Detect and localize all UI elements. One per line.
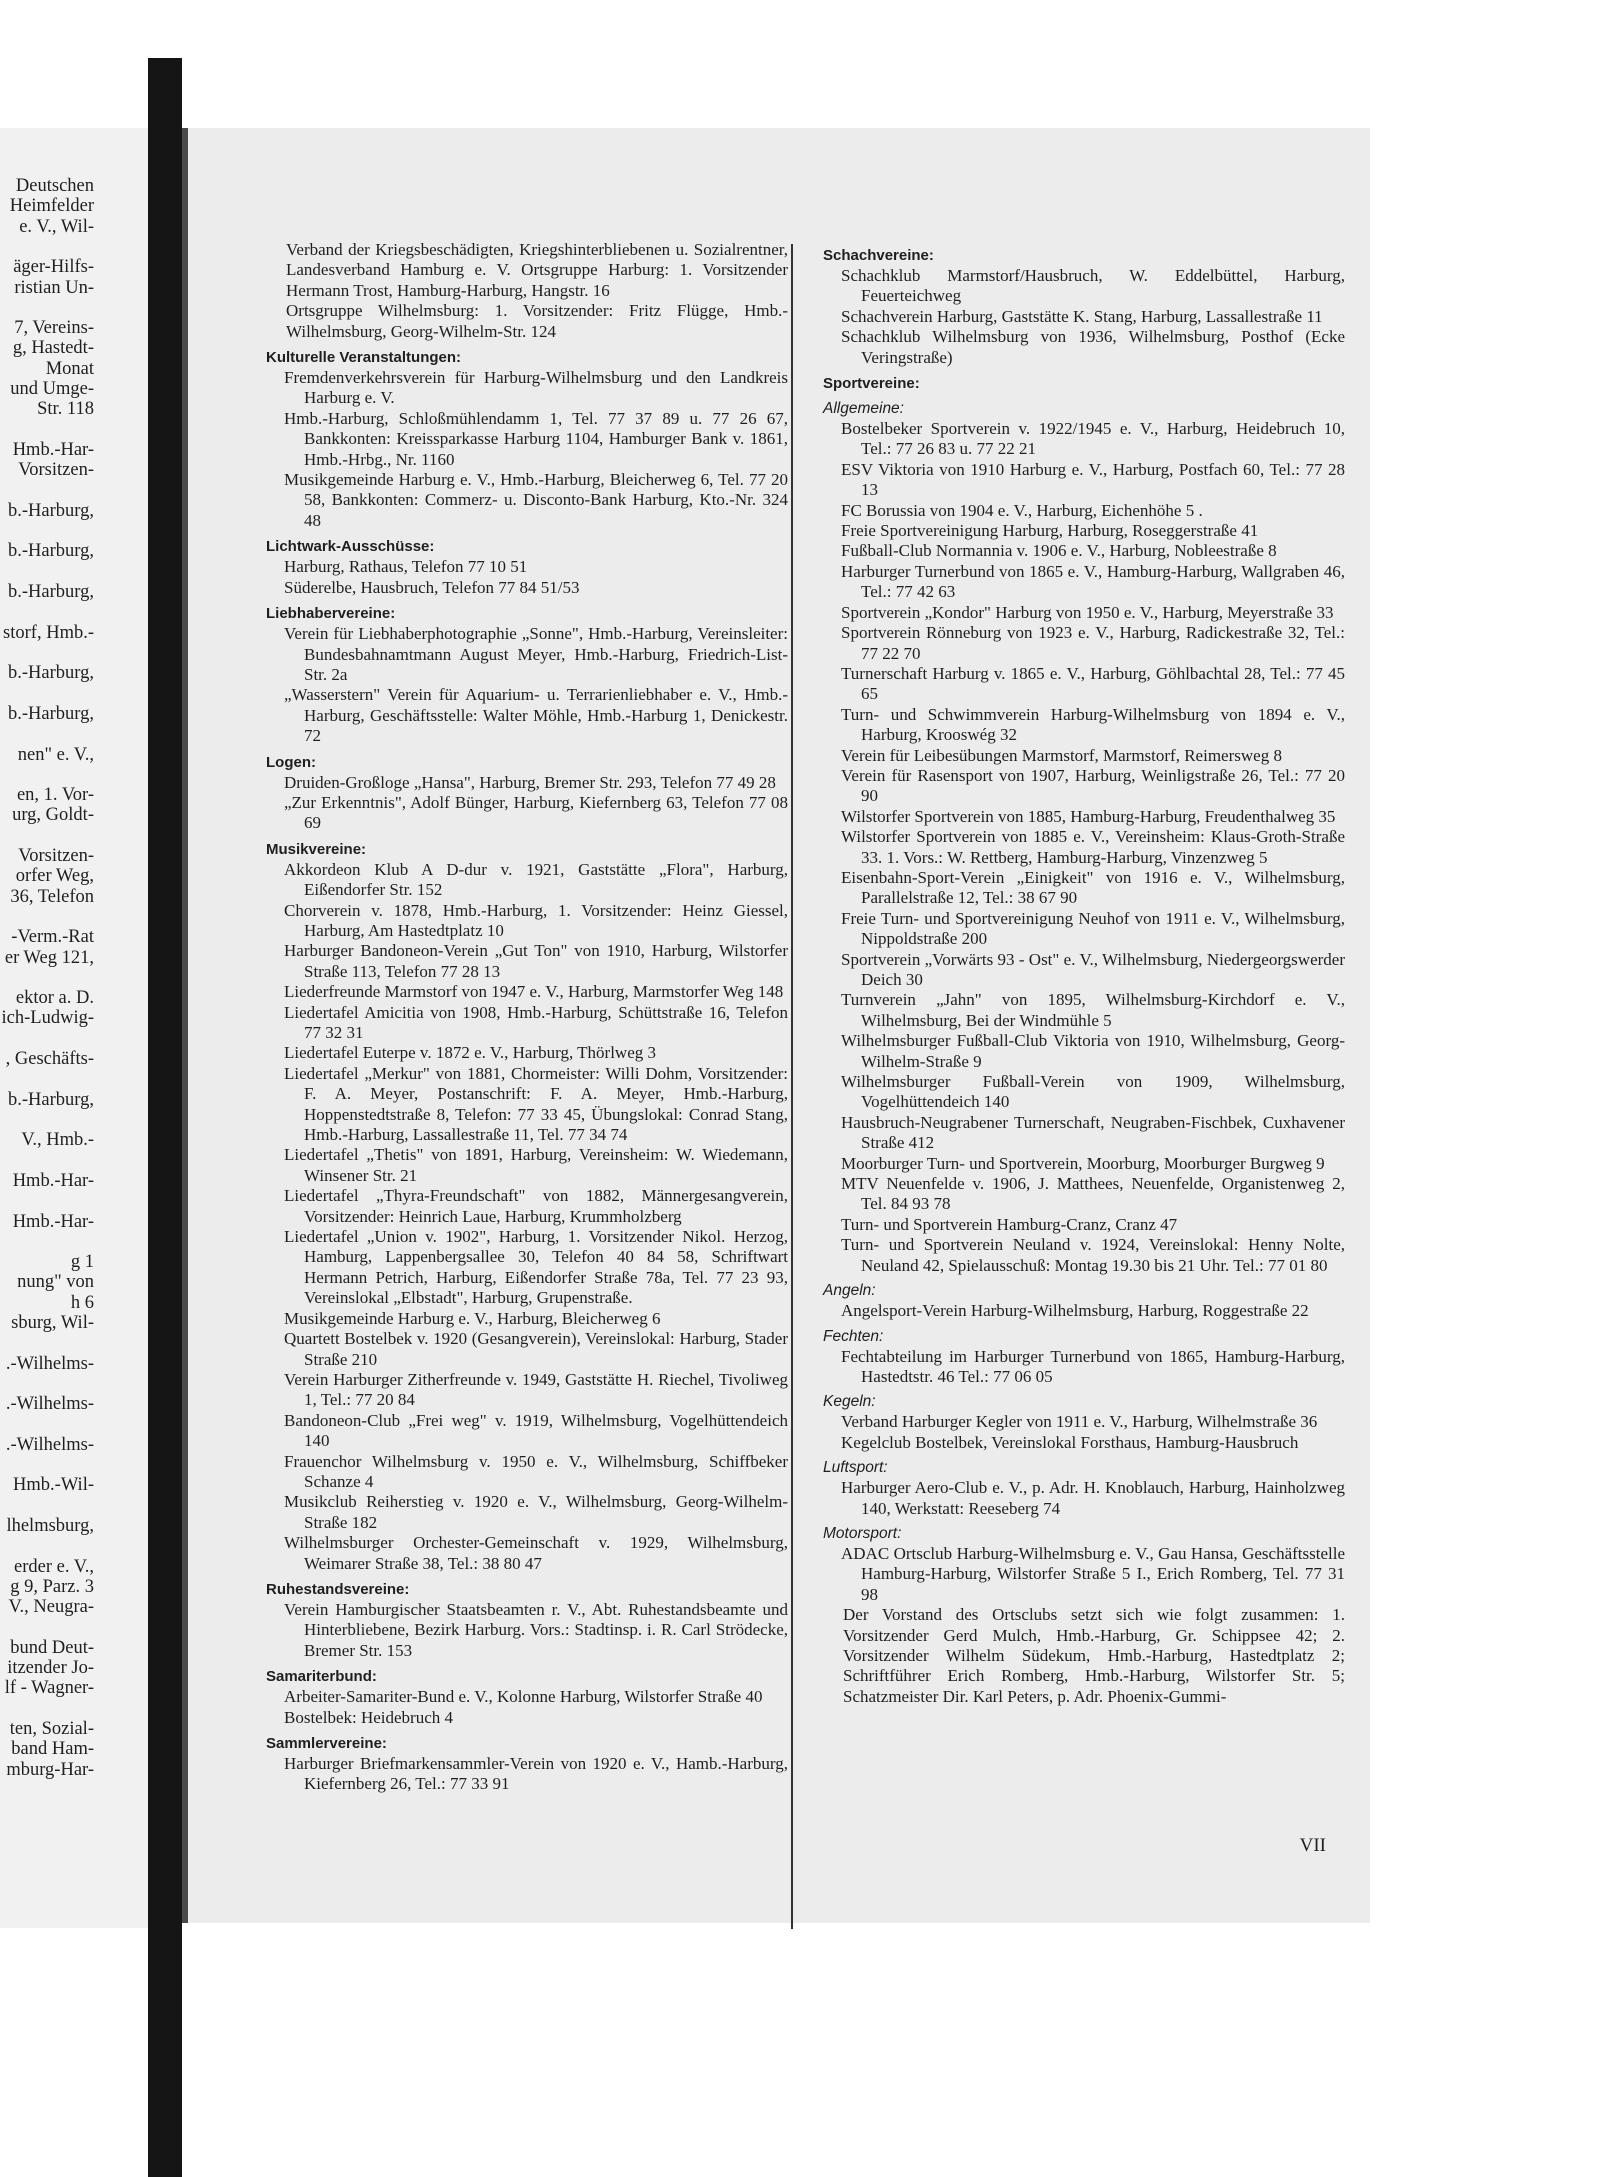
prev-page-line: b.-Harburg, <box>8 1089 94 1110</box>
directory-entry: Liedertafel „Thyra-Freundschaft" von 1882, Männergesangverein, Vorsitzender: Heinrich Laue, Harburg, Krummholzberg <box>284 1186 788 1226</box>
subsection-heading: Angeln: <box>823 1282 876 1300</box>
prev-page-line: ektor a. D. <box>15 988 94 1009</box>
directory-entry: Akkordeon Klub A D-dur v. 1921, Gaststätte „Flora", Harburg, Eißendorfer Str. 152 <box>284 859 788 900</box>
directory-entry: Verein für Leibesübungen Marmstorf, Marmstorf, Reimersweg 8 <box>841 745 1282 765</box>
directory-entry: „Wasserstern" Verein für Aquarium- u. Terrarienliebhaber e. V., Hmb.-Harburg, Geschäftsstelle: Walter Möhle, Hmb.-Harburg 1, Denickestr. 72 <box>284 685 788 746</box>
subsection-heading: Fechten: <box>823 1327 884 1345</box>
directory-entry: Freie Turn- und Sportvereinigung Neuhof von 1911 e. V., Wilhelmsburg, Nippoldstraße 200 <box>841 908 1345 949</box>
previous-page-fragment <box>0 128 160 1928</box>
directory-entry: Bandoneon-Club „Frei weg" v. 1919, Wilhelmsburg, Vogelhüttendeich 140 <box>284 1410 788 1451</box>
subsection-heading: Kegeln: <box>823 1393 876 1411</box>
directory-entry: Fechtabteilung im Harburger Turnerbund von 1865, Hamburg-Harburg, Hastedtstr. 46 Tel.: 77 06 05 <box>841 1346 1345 1386</box>
directory-entry: Musikclub Reiherstieg v. 1920 e. V., Wilhelmsburg, Georg-Wilhelm-Straße 182 <box>284 1492 788 1532</box>
directory-entry: Fremdenverkehrsverein für Harburg-Wilhelmsburg und den Landkreis Harburg e. V. <box>284 368 788 408</box>
prev-page-line: b.-Harburg, <box>8 703 94 724</box>
directory-entry: Chorverein v. 1878, Hmb.-Harburg, 1. Vorsitzender: Heinz Giessel, Harburg, Am Hastedtplatz 10 <box>284 900 788 940</box>
directory-entry: Eisenbahn-Sport-Verein „Einigkeit" von 1916 e. V., Wilhelmsburg, Parallelstraße 12, Tel.: 38 67 90 <box>841 867 1345 908</box>
directory-entry: Schachklub Wilhelmsburg von 1936, Wilhelmsburg, Posthof (Ecke Veringstraße) <box>841 327 1345 367</box>
directory-entry: Verein Harburger Zitherfreunde v. 1949, Gaststätte H. Riechel, Tivoliweg 1, Tel.: 77 20 84 <box>284 1369 788 1410</box>
prev-page-line: Vorsitzen- <box>18 460 94 481</box>
prev-page-line: V., Neugra- <box>8 1597 94 1618</box>
prev-page-line: .-Wilhelms- <box>5 1434 94 1455</box>
directory-entry: Freie Sportvereinigung Harburg, Harburg, Roseggerstraße 41 <box>841 521 1259 541</box>
prev-page-line: b.-Harburg, <box>8 541 94 562</box>
directory-entry: Sportverein Rönneburg von 1923 e. V., Harburg, Radickestraße 32, Tel.: 77 22 70 <box>841 623 1345 663</box>
directory-entry: Turn- und Sportverein Neuland v. 1924, Vereinslokal: Henny Nolte, Neuland 42, Spielausschuß: Montag 19.30 bis 21 Uhr. Tel.: 77 01 80 <box>841 1235 1345 1275</box>
directory-entry: Sportverein „Vorwärts 93 - Ost" e. V., Wilhelmsburg, Niedergeorgswerder Deich 30 <box>841 949 1345 989</box>
right-column <box>823 240 1345 1707</box>
directory-entry: Verein für Liebhaberphotographie „Sonne", Hmb.-Harburg, Vereinsleiter: Bundesbahnamtmann August Meyer, Hmb.-Harburg, Friedrich-List-Str. 2a <box>284 624 788 684</box>
prev-page-line: g, Hastedt- <box>12 338 94 359</box>
subsection-heading: Luftsport: <box>823 1459 888 1477</box>
prev-page-line: Hmb.-Har- <box>12 1170 94 1191</box>
prev-page-line: , Geschäfts- <box>5 1049 94 1070</box>
directory-entry: Arbeiter-Samariter-Bund e. V., Kolonne Harburg, Wilstorfer Straße 40 <box>284 1687 763 1707</box>
prev-page-line: urg, Goldt- <box>12 805 94 826</box>
directory-entry: Turnerschaft Harburg v. 1865 e. V., Harburg, Göhlbachtal 28, Tel.: 77 45 65 <box>841 663 1345 704</box>
prev-page-line: e. V., Wil- <box>19 216 94 237</box>
prev-page-line: nen" e. V., <box>17 744 94 765</box>
section-heading: Lichtwark-Ausschüsse: <box>266 538 435 556</box>
directory-entry: MTV Neuenfelde v. 1906, J. Matthees, Neuenfelde, Organistenweg 2, Tel. 84 93 78 <box>841 1174 1345 1214</box>
directory-entry: Wilhelmsburger Fußball-Verein von 1909, Wilhelmsburg, Vogelhüttendeich 140 <box>841 1072 1345 1112</box>
directory-entry: Wilstorfer Sportverein von 1885 e. V., Vereinsheim: Klaus-Groth-Straße 33. 1. Vors.: W. Rettberg, Hamburg-Harburg, Vinzenzweg 5 <box>841 827 1345 867</box>
prev-page-line: Hmb.-Har- <box>12 1211 94 1232</box>
prev-page-line: mburg-Har- <box>6 1759 94 1780</box>
prev-page-line: b.-Harburg, <box>8 582 94 603</box>
section-heading: Sportvereine: <box>823 375 920 393</box>
prev-page-line: lf - Wagner- <box>4 1678 94 1699</box>
subsection-heading: Allgemeine: <box>823 400 904 418</box>
prev-page-line: itzender Jo- <box>7 1658 94 1679</box>
left-column <box>266 240 788 1795</box>
prev-page-line: Deutschen <box>15 176 94 196</box>
prev-page-line: äger-Hilfs- <box>13 257 94 278</box>
directory-entry: Bostelbek: Heidebruch 4 <box>284 1707 454 1727</box>
directory-entry: Süderelbe, Hausbruch, Telefon 77 84 51/53 <box>284 577 580 597</box>
prev-page-line: orfer Weg, <box>15 866 94 887</box>
prev-page-line: band Ham- <box>11 1739 94 1760</box>
prev-page-line: g 9, Parz. 3 <box>10 1576 94 1597</box>
section-heading: Schachvereine: <box>823 247 934 264</box>
directory-entry: Harburger Aero-Club e. V., p. Adr. H. Knoblauch, Harburg, Hainholzweg 140, Werkstatt: Reeseberg 74 <box>841 1478 1345 1518</box>
directory-entry: Harburger Briefmarkensammler-Verein von 1920 e. V., Hamb.-Harburg, Kiefernberg 26, Tel.: 77 33 91 <box>284 1754 788 1794</box>
prev-page-line: b.-Harburg, <box>8 663 94 684</box>
section-heading: Liebhabervereine: <box>266 605 396 623</box>
prev-page-line: und Umge- <box>10 379 94 400</box>
prev-page-line: ich-Ludwig- <box>1 1008 94 1029</box>
directory-entry: Hausbruch-Neugrabener Turnerschaft, Neugraben-Fischbek, Cuxhavener Straße 412 <box>841 1112 1345 1153</box>
directory-entry: Quartett Bostelbek v. 1920 (Gesangverein), Vereinslokal: Harburg, Stader Straße 210 <box>284 1329 788 1369</box>
section-heading: Kulturelle Veranstaltungen: <box>266 349 462 367</box>
prev-page-line: Monat <box>45 358 94 379</box>
prev-page-line: Hmb.-Wil- <box>13 1475 94 1496</box>
prev-page-line: Heimfelder <box>9 196 94 217</box>
section-heading: Samariterbund: <box>266 1668 377 1686</box>
prev-page-line: Hmb.-Har- <box>12 439 94 460</box>
directory-entry: Kegelclub Bostelbek, Vereinslokal Forsthaus, Hamburg-Hausbruch <box>841 1432 1299 1452</box>
directory-entry: Verein für Rasensport von 1907, Harburg, Weinligstraße 26, Tel.: 77 20 90 <box>841 765 1345 806</box>
prev-page-line: h 6 <box>70 1292 94 1313</box>
directory-entry: Bostelbeker Sportverein v. 1922/1945 e. V., Harburg, Heidebruch 10, Tel.: 77 26 83 u. 77 22 21 <box>841 419 1345 459</box>
directory-entry: Liederfreunde Marmstorf von 1947 e. V., Harburg, Marmstorfer Weg 148 <box>284 982 784 1002</box>
continuation-text: Ortsgruppe Wilhelmsburg: 1. Vorsitzender: Fritz Flügge, Hmb.-Wilhelmsburg, Georg-Wilhelm-Str. 124 <box>286 301 788 341</box>
prev-page-line: V., Hmb.- <box>21 1130 94 1151</box>
prev-page-line: bund Deut- <box>10 1637 94 1658</box>
directory-entry: Wilhelmsburger Fußball-Club Viktoria von 1910, Wilhelmsburg, Georg-Wilhelm-Straße 9 <box>841 1031 1345 1071</box>
section-heading: Sammlervereine: <box>266 1735 387 1752</box>
prev-page-line: ten, Sozial- <box>9 1719 94 1740</box>
prev-page-line: Vorsitzen- <box>18 846 94 867</box>
prev-page-line: -Verm.-Rat <box>11 927 94 948</box>
directory-entry: Sportverein „Kondor" Harburg von 1950 e. V., Harburg, Meyerstraße 33 <box>841 602 1334 622</box>
prev-page-line: ristian Un- <box>14 277 94 298</box>
directory-entry: Verein Hamburgischer Staatsbeamten r. V., Abt. Ruhestandsbeamte und Hinterbliebene, Bezirk Harburg. Vors.: Stadtinsp. i. R. Carl Strödecke, Bremer Str. 153 <box>284 1599 788 1660</box>
prev-page-line: g 1 <box>70 1252 94 1273</box>
prev-page-line: 36, Telefon <box>10 886 94 907</box>
directory-entry: Angelsport-Verein Harburg-Wilhelmsburg, Harburg, Roggestraße 22 <box>841 1301 1309 1321</box>
directory-entry: Turn- und Sportverein Hamburg-Cranz, Cranz 47 <box>841 1214 1178 1234</box>
prev-page-line: er Weg 121, <box>4 947 94 968</box>
directory-entry: FC Borussia von 1904 e. V., Harburg, Eichenhöhe 5 . <box>841 500 1203 520</box>
section-heading: Musikvereine: <box>266 840 367 858</box>
book-binding <box>148 58 182 2177</box>
directory-entry: Harburger Turnerbund von 1865 e. V., Hamburg-Harburg, Wallgraben 46, Tel.: 77 42 63 <box>841 561 1345 602</box>
directory-entry: Liedertafel „Union v. 1902", Harburg, 1. Vorsitzender Nikol. Herzog, Hamburg, Lappenbergsallee 30, Telefon 40 84 58, Schriftwart Hermann Petrich, Harburg, Eißendorfer Straße 78a, Tel. 77 23 93, Vereinslokal „Elbstadt", Harburg, Grupenstraße. <box>284 1227 788 1308</box>
directory-entry: Turnverein „Jahn" von 1895, Wilhelmsburg-Kirchdorf e. V., Wilhelmsburg, Bei der Windmühle 5 <box>841 990 1345 1030</box>
document-page <box>188 128 1370 1923</box>
prev-page-line: nung" von <box>17 1272 94 1293</box>
directory-entry: Schachklub Marmstorf/Hausbruch, W. Eddelbüttel, Harburg, Feuerteichweg <box>841 266 1345 306</box>
column-divider <box>791 244 793 1929</box>
directory-entry: Harburger Bandoneon-Verein „Gut Ton" von 1910, Harburg, Wilstorfer Straße 113, Telefon 77 28 13 <box>284 941 788 981</box>
prev-page-line: b.-Harburg, <box>8 500 94 521</box>
directory-entry: Fußball-Club Normannia v. 1906 e. V., Harburg, Nobleestraße 8 <box>841 541 1277 561</box>
directory-entry: Liedertafel Euterpe v. 1872 e. V., Harburg, Thörlweg 3 <box>284 1043 657 1063</box>
directory-entry: Musikgemeinde Harburg e. V., Harburg, Bleicherweg 6 <box>284 1308 661 1328</box>
page-number: VII <box>1299 1835 1326 1856</box>
prev-page-line: erder e. V., <box>14 1556 94 1577</box>
prev-page-line: storf, Hmb.- <box>3 622 94 643</box>
directory-entry: „Zur Erkenntnis", Adolf Bünger, Harburg, Kiefernberg 63, Telefon 77 08 69 <box>284 792 788 833</box>
prev-page-line: Str. 118 <box>37 399 94 420</box>
directory-entry: Hmb.-Harburg, Schloßmühlendamm 1, Tel. 77 37 89 u. 77 26 67, Bankkonten: Kreissparkasse Harburg 1104, Hamburger Bank v. 1861, Hmb.-Hrbg., Nr. 1160 <box>284 408 788 469</box>
continuation-text: Der Vorstand des Ortsclubs setzt sich wie folgt zusammen: 1. Vorsitzender Gerd Mulch, Hmb.-Harburg, Gr. Schippsee 42; 2. Vorsitzender Wilhelm Südekum, Hmb.-Harburg, Hastedtplatz 2; Schriftführer Erich Romberg, Hmb.-Harburg, Wilstorfer Str. 5; Schatzmeister Dir. Karl Peters, p. Adr. Phoenix-Gummi- <box>843 1605 1345 1706</box>
directory-entry: Moorburger Turn- und Sportverein, Moorburg, Moorburger Burgweg 9 <box>841 1153 1325 1173</box>
prev-page-line: lhelmsburg, <box>6 1516 94 1537</box>
prev-page-line: en, 1. Vor- <box>16 785 94 806</box>
prev-page-line: sburg, Wil- <box>11 1313 94 1334</box>
directory-entry: Harburg, Rathaus, Telefon 77 10 51 <box>284 557 528 577</box>
prev-page-line: .-Wilhelms- <box>5 1353 94 1374</box>
section-heading: Logen: <box>266 753 316 771</box>
directory-entry: Turn- und Schwimmverein Harburg-Wilhelmsburg von 1894 e. V., Harburg, Krooswég 32 <box>841 704 1345 745</box>
subsection-heading: Motorsport: <box>823 1524 902 1542</box>
directory-entry: Schachverein Harburg, Gaststätte K. Stang, Harburg, Lassallestraße 11 <box>841 306 1323 326</box>
directory-entry: ADAC Ortsclub Harburg-Wilhelmsburg e. V., Gau Hansa, Geschäftsstelle Hamburg-Harburg, Wilstorfer Straße 5 I., Erich Romberg, Tel. 77 31 98 <box>841 1543 1345 1604</box>
directory-entry: Liedertafel „Merkur" von 1881, Chormeister: Willi Dohm, Vorsitzender: F. A. Meyer, Postanschrift: F. A. Meyer, Hmb.-Harburg, Hoppenstedtstraße 8, Telefon: 77 33 45, Übungslokal: Conrad Stang, Hmb.-Harburg, Lassallestraße 11, Tel. 77 34 74 <box>284 1063 788 1145</box>
directory-entry: Liedertafel „Thetis" von 1891, Harburg, Vereinsheim: W. Wiedemann, Winsener Str. 21 <box>284 1145 788 1185</box>
directory-entry: Druiden-Großloge „Hansa", Harburg, Bremer Str. 293, Telefon 77 49 28 <box>284 772 776 792</box>
directory-entry: Wilstorfer Sportverein von 1885, Hamburg-Harburg, Freudenthalweg 35 <box>841 806 1336 826</box>
directory-entry: Verband Harburger Kegler von 1911 e. V., Harburg, Wilhelmstraße 36 <box>841 1412 1318 1432</box>
directory-entry: ESV Viktoria von 1910 Harburg e. V., Harburg, Postfach 60, Tel.: 77 28 13 <box>841 459 1345 500</box>
directory-entry: Wilhelmsburger Orchester-Gemeinschaft v. 1929, Wilhelmsburg, Weimarer Straße 38, Tel.: 38 80 47 <box>284 1533 788 1573</box>
continuation-text: Verband der Kriegsbeschädigten, Kriegshinterbliebenen u. Sozialrentner, Landesverband Hamburg e. V. Ortsgruppe Harburg: 1. Vorsitzender Hermann Trost, Hamburg-Harburg, Hangstr. 16 <box>286 240 788 300</box>
prev-page-line: .-Wilhelms- <box>5 1394 94 1415</box>
prev-page-line: 7, Vereins- <box>14 318 94 339</box>
directory-entry: Frauenchor Wilhelmsburg v. 1950 e. V., Wilhelmsburg, Schiffbeker Schanze 4 <box>284 1451 788 1491</box>
directory-entry: Musikgemeinde Harburg e. V., Hmb.-Harburg, Bleicherweg 6, Tel. 77 20 58, Bankkonten: Commerz- u. Disconto-Bank Harburg, Kto.-Nr. 324 48 <box>284 470 788 530</box>
section-heading: Ruhestandsvereine: <box>266 1580 410 1598</box>
directory-entry: Liedertafel Amicitia von 1908, Hmb.-Harburg, Schüttstraße 16, Telefon 77 32 31 <box>284 1002 788 1042</box>
